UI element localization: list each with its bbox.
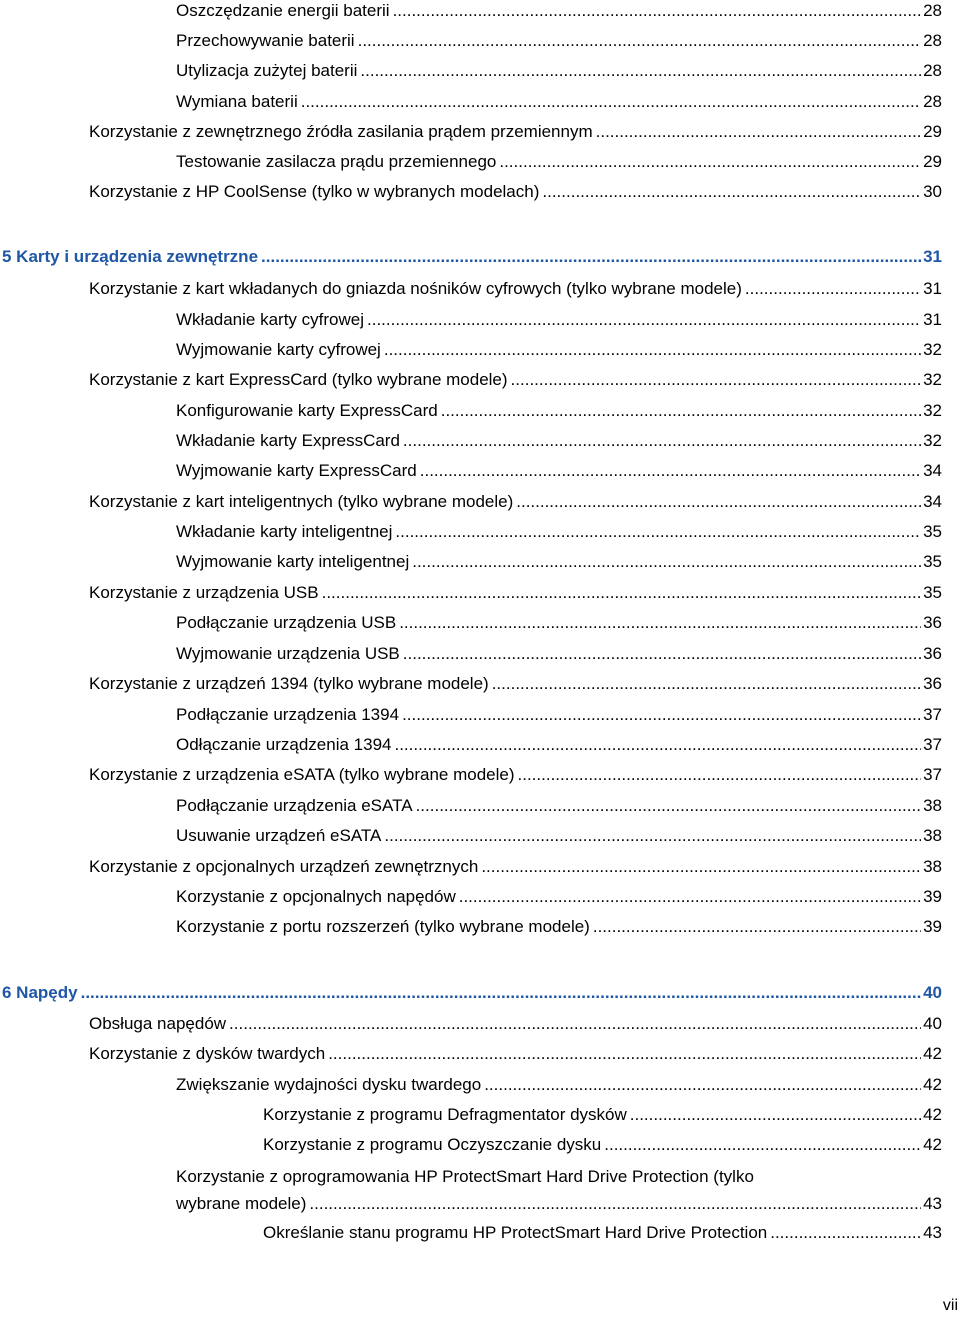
toc-entry-title: Wyjmowanie karty inteligentnej <box>176 552 410 571</box>
toc-page-number: 36 <box>923 613 942 632</box>
toc-page-number: 31 <box>923 279 942 298</box>
dot-leader <box>328 1043 921 1065</box>
toc-entry-title: Korzystanie z portu rozszerzeń (tylko wybrane modele) <box>176 917 590 936</box>
toc-entry-title: Korzystanie z kart inteligentnych (tylko wybrane modele) <box>89 492 514 511</box>
toc-page-number: 38 <box>923 857 942 876</box>
toc-entry-title: Korzystanie z zewnętrznego źródła zasilania prądem przemiennym <box>89 122 593 141</box>
dot-leader <box>384 339 921 361</box>
toc-page-number: 29 <box>923 122 942 141</box>
toc-entry[interactable] <box>176 1074 942 1096</box>
toc-entry-title: Podłączanie urządzenia eSATA <box>176 796 413 815</box>
toc-entry-title: Podłączanie urządzenia 1394 <box>176 705 400 724</box>
dot-leader <box>770 1222 921 1244</box>
dot-leader <box>412 551 921 573</box>
toc-page-number: 31 <box>923 310 942 329</box>
dot-leader <box>511 369 922 391</box>
dot-leader <box>229 1013 921 1035</box>
dot-leader <box>301 91 921 113</box>
toc-page-number: 30 <box>923 182 942 201</box>
toc-entry-line <box>176 1163 942 1190</box>
toc-entry-title: Korzystanie z opcjonalnych napędów <box>176 887 456 906</box>
toc-page-number: 36 <box>923 644 942 663</box>
toc-page-number: 34 <box>923 461 942 480</box>
toc-page-number: 31 <box>923 247 942 266</box>
toc-entry[interactable] <box>263 1104 942 1126</box>
dot-leader <box>604 1134 921 1156</box>
toc-entry-title: Wymiana baterii <box>176 92 298 111</box>
dot-leader <box>367 309 921 331</box>
toc-entry[interactable] <box>89 856 942 878</box>
toc-page-number: 32 <box>923 340 942 359</box>
dot-leader <box>403 643 921 665</box>
toc-entry[interactable] <box>89 673 942 695</box>
toc-entry[interactable] <box>176 151 942 173</box>
dot-leader <box>518 764 922 786</box>
dot-leader <box>441 400 921 422</box>
dot-leader <box>499 151 921 173</box>
toc-page-number: 29 <box>923 152 942 171</box>
toc-entry-title: Wkładanie karty ExpressCard <box>176 431 400 450</box>
toc-entry[interactable] <box>176 643 942 665</box>
toc-entry-title: Wyjmowanie karty ExpressCard <box>176 461 417 480</box>
toc-entry[interactable] <box>176 309 942 331</box>
toc-page-number: 40 <box>923 983 942 1002</box>
toc-page-number: 35 <box>923 552 942 571</box>
toc-entry-line <box>176 1190 942 1217</box>
dot-leader <box>596 121 921 143</box>
toc-page-number: 42 <box>923 1044 942 1063</box>
toc-entry-title: Obsługa napędów <box>89 1014 227 1033</box>
toc-page-number: 28 <box>923 1 942 20</box>
toc-page-number: 36 <box>923 674 942 693</box>
toc-entry[interactable] <box>89 121 942 143</box>
toc-entry[interactable] <box>89 491 942 513</box>
toc-page-number: 42 <box>923 1075 942 1094</box>
toc-entry[interactable] <box>176 734 942 756</box>
toc-chapter-entry[interactable] <box>2 982 942 1004</box>
toc-entry[interactable] <box>89 764 942 786</box>
dot-leader <box>484 1074 921 1096</box>
toc-entry-title-continued: wybrane modele) <box>176 1194 307 1213</box>
toc-entry-title: Korzystanie z urządzenia eSATA (tylko wybrane modele) <box>89 765 515 784</box>
toc-entry-title: Korzystanie z oprogramowania HP ProtectSmart Hard Drive Protection (tylko <box>176 1167 754 1186</box>
toc-page-number: 43 <box>923 1194 942 1213</box>
toc-page-number: 39 <box>923 887 942 906</box>
toc-chapter-entry[interactable] <box>2 246 942 268</box>
toc-page-number: 35 <box>923 583 942 602</box>
toc-entry-title: Wyjmowanie karty cyfrowej <box>176 340 381 359</box>
dot-leader <box>481 856 921 878</box>
toc-entry-title: Korzystanie z kart wkładanych do gniazda nośników cyfrowych (tylko wybrane modele) <box>89 279 742 298</box>
toc-entry[interactable] <box>176 1163 942 1217</box>
toc-entry-title: Podłączanie urządzenia USB <box>176 613 397 632</box>
dot-leader <box>384 825 921 847</box>
page-number: vii <box>942 1297 958 1314</box>
toc-entry[interactable] <box>176 30 942 52</box>
toc-entry-title: Korzystanie z programu Defragmentator dysków <box>263 1105 627 1124</box>
dot-leader <box>81 982 921 1004</box>
dot-leader <box>309 1190 921 1217</box>
toc-entry[interactable] <box>89 1043 942 1065</box>
toc-entry-title: 5 Karty i urządzenia zewnętrzne <box>2 247 259 266</box>
toc-entry[interactable] <box>176 612 942 634</box>
toc-entry[interactable] <box>176 916 942 938</box>
dot-leader <box>459 886 921 908</box>
dot-leader <box>403 430 921 452</box>
toc-page-number: 37 <box>923 735 942 754</box>
toc-entry-title: Korzystanie z urządzenia USB <box>89 583 319 602</box>
toc-entry-title: Konfigurowanie karty ExpressCard <box>176 401 438 420</box>
toc-entry[interactable] <box>263 1134 942 1156</box>
toc-entry[interactable] <box>176 704 942 726</box>
toc-entry[interactable] <box>176 400 942 422</box>
toc-page-number: 37 <box>923 705 942 724</box>
dot-leader <box>261 246 921 268</box>
toc-entry-title: Oszczędzanie energii baterii <box>176 1 390 20</box>
dot-leader <box>492 673 921 695</box>
toc-entry-title: Wkładanie karty inteligentnej <box>176 522 393 541</box>
dot-leader <box>593 916 921 938</box>
toc-page-number: 38 <box>923 826 942 845</box>
toc-page-number: 37 <box>923 765 942 784</box>
toc-entry-title: Korzystanie z dysków twardych <box>89 1044 326 1063</box>
toc-entry-title: Utylizacja zużytej baterii <box>176 61 358 80</box>
dot-leader <box>516 491 921 513</box>
dot-leader <box>630 1104 921 1126</box>
toc-entry-title: Zwiększanie wydajności dysku twardego <box>176 1075 482 1094</box>
toc-entry-title: Korzystanie z kart ExpressCard (tylko wybrane modele) <box>89 370 508 389</box>
toc-entry[interactable] <box>176 521 942 543</box>
toc-page-number: 28 <box>923 61 942 80</box>
dot-leader <box>416 795 922 817</box>
toc-entry[interactable] <box>176 825 942 847</box>
toc-page-number: 34 <box>923 492 942 511</box>
toc-entry[interactable] <box>176 430 942 452</box>
toc-entry-title: Korzystanie z programu Oczyszczanie dysku <box>263 1135 602 1154</box>
toc-page-number: 39 <box>923 917 942 936</box>
toc-entry-title: Przechowywanie baterii <box>176 31 355 50</box>
toc-entry-title: Usuwanie urządzeń eSATA <box>176 826 382 845</box>
toc-page-number: 28 <box>923 92 942 111</box>
toc-page-number: 42 <box>923 1135 942 1154</box>
toc-entry[interactable] <box>89 181 942 203</box>
toc-page-number: 40 <box>923 1014 942 1033</box>
dot-leader <box>358 30 921 52</box>
toc-page-number: 32 <box>923 370 942 389</box>
toc-entry[interactable] <box>89 369 942 391</box>
toc-entry-title: Określanie stanu programu HP ProtectSmart Hard Drive Protection <box>263 1223 768 1242</box>
dot-leader <box>745 278 921 300</box>
toc-entry-title: Testowanie zasilacza prądu przemiennego <box>176 152 497 171</box>
toc-entry[interactable] <box>89 1013 942 1035</box>
toc-entry[interactable] <box>176 460 942 482</box>
toc-page-number: 32 <box>923 401 942 420</box>
toc-page-number: 38 <box>923 796 942 815</box>
toc-entry-title: Wyjmowanie urządzenia USB <box>176 644 400 663</box>
toc-entry[interactable] <box>176 0 942 22</box>
toc-entry[interactable] <box>176 91 942 113</box>
toc-page-number: 28 <box>923 31 942 50</box>
toc-entry-title: Korzystanie z HP CoolSense (tylko w wybranych modelach) <box>89 182 540 201</box>
toc-entry[interactable] <box>176 60 942 82</box>
toc-entry[interactable] <box>263 1222 942 1244</box>
toc-entry-title: Korzystanie z opcjonalnych urządzeń zewnętrznych <box>89 857 479 876</box>
toc-entry[interactable] <box>89 278 942 300</box>
dot-leader <box>393 0 922 22</box>
toc-entry-title: Odłączanie urządzenia 1394 <box>176 735 392 754</box>
dot-leader <box>394 734 921 756</box>
toc-page-number: 43 <box>923 1223 942 1242</box>
dot-leader <box>360 60 921 82</box>
dot-leader <box>420 460 921 482</box>
toc-page-number: 35 <box>923 522 942 541</box>
dot-leader <box>399 612 921 634</box>
dot-leader <box>542 181 921 203</box>
toc-entry-title: Korzystanie z urządzeń 1394 (tylko wybrane modele) <box>89 674 489 693</box>
toc-entry[interactable] <box>176 886 942 908</box>
dot-leader <box>395 521 921 543</box>
toc-entry[interactable] <box>89 582 942 604</box>
toc-entry-title: 6 Napędy <box>2 983 78 1002</box>
toc-entry[interactable] <box>176 551 942 573</box>
dot-leader <box>322 582 921 604</box>
toc-entry-title: Wkładanie karty cyfrowej <box>176 310 365 329</box>
toc-entry[interactable] <box>176 339 942 361</box>
toc-page-number: 32 <box>923 431 942 450</box>
toc-page-number: 42 <box>923 1105 942 1124</box>
dot-leader <box>402 704 921 726</box>
toc-entry[interactable] <box>176 795 942 817</box>
